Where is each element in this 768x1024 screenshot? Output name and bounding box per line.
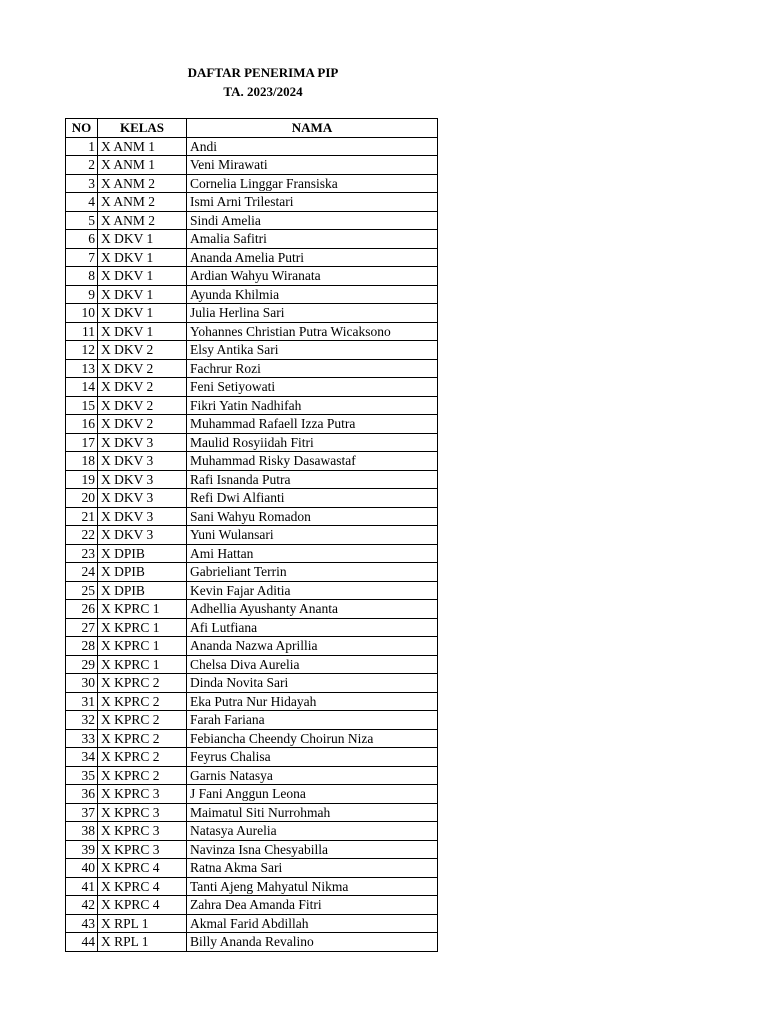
row-class: X KPRC 1: [98, 600, 187, 619]
row-class: X KPRC 1: [98, 655, 187, 674]
table-row: [66, 470, 438, 489]
row-class: X KPRC 2: [98, 766, 187, 785]
row-number: 32: [66, 711, 98, 730]
row-name: Febiancha Cheendy Choirun Niza: [187, 729, 438, 748]
row-number: 5: [66, 211, 98, 230]
row-name: Tanti Ajeng Mahyatul Nikma: [187, 877, 438, 896]
table-row: [66, 341, 438, 360]
row-number: 42: [66, 896, 98, 915]
row-class: X KPRC 1: [98, 618, 187, 637]
row-class: X DKV 3: [98, 470, 187, 489]
row-name: Muhammad Risky Dasawastaf: [187, 452, 438, 471]
row-class: X DPIB: [98, 581, 187, 600]
table-row: [66, 230, 438, 249]
row-number: 21: [66, 507, 98, 526]
row-number: 7: [66, 248, 98, 267]
row-name: Yuni Wulansari: [187, 526, 438, 545]
row-name: Eka Putra Nur Hidayah: [187, 692, 438, 711]
table-row: [66, 359, 438, 378]
row-number: 25: [66, 581, 98, 600]
row-name: Veni Mirawati: [187, 156, 438, 175]
table-row: [66, 211, 438, 230]
row-name: Ami Hattan: [187, 544, 438, 563]
row-class: X DKV 1: [98, 322, 187, 341]
row-name: Ananda Amelia Putri: [187, 248, 438, 267]
row-name: Adhellia Ayushanty Ananta: [187, 600, 438, 619]
row-name: Andi: [187, 137, 438, 156]
row-name: Julia Herlina Sari: [187, 304, 438, 323]
table-row: [66, 489, 438, 508]
row-name: Elsy Antika Sari: [187, 341, 438, 360]
row-name: Fikri Yatin Nadhifah: [187, 396, 438, 415]
row-number: 14: [66, 378, 98, 397]
table-row: [66, 655, 438, 674]
row-number: 23: [66, 544, 98, 563]
row-number: 22: [66, 526, 98, 545]
header-no: NO: [66, 119, 98, 138]
table-row: [66, 822, 438, 841]
row-name: Natasya Aurelia: [187, 822, 438, 841]
row-name: Refi Dwi Alfianti: [187, 489, 438, 508]
table-row: [66, 600, 438, 619]
row-number: 11: [66, 322, 98, 341]
row-number: 26: [66, 600, 98, 619]
row-name: Farah Fariana: [187, 711, 438, 730]
table-row: [66, 692, 438, 711]
table-row: [66, 859, 438, 878]
row-name: Chelsa Diva Aurelia: [187, 655, 438, 674]
row-class: X KPRC 3: [98, 803, 187, 822]
row-name: Yohannes Christian Putra Wicaksono: [187, 322, 438, 341]
row-number: 16: [66, 415, 98, 434]
table-body: [66, 137, 438, 951]
row-number: 41: [66, 877, 98, 896]
row-number: 33: [66, 729, 98, 748]
row-name: Ardian Wahyu Wiranata: [187, 267, 438, 286]
row-class: X ANM 2: [98, 174, 187, 193]
table-row: [66, 526, 438, 545]
row-number: 1: [66, 137, 98, 156]
row-name: Sindi Amelia: [187, 211, 438, 230]
row-name: Garnis Natasya: [187, 766, 438, 785]
row-number: 8: [66, 267, 98, 286]
row-name: Afi Lutfiana: [187, 618, 438, 637]
row-number: 30: [66, 674, 98, 693]
row-class: X DKV 2: [98, 341, 187, 360]
table-row: [66, 674, 438, 693]
row-number: 40: [66, 859, 98, 878]
row-class: X KPRC 3: [98, 822, 187, 841]
row-class: X ANM 2: [98, 211, 187, 230]
row-class: X KPRC 2: [98, 711, 187, 730]
row-number: 37: [66, 803, 98, 822]
row-number: 44: [66, 933, 98, 952]
row-class: X DKV 3: [98, 433, 187, 452]
table-row: [66, 304, 438, 323]
row-class: X DKV 1: [98, 285, 187, 304]
row-class: X DPIB: [98, 563, 187, 582]
header-kelas: KELAS: [98, 119, 187, 138]
row-class: X KPRC 4: [98, 896, 187, 915]
row-number: 28: [66, 637, 98, 656]
table-row: [66, 618, 438, 637]
row-class: X KPRC 3: [98, 785, 187, 804]
row-name: Akmal Farid Abdillah: [187, 914, 438, 933]
row-number: 29: [66, 655, 98, 674]
table-header-row: [66, 119, 438, 138]
row-name: Rafi Isnanda Putra: [187, 470, 438, 489]
row-name: Muhammad Rafaell Izza Putra: [187, 415, 438, 434]
table-row: [66, 248, 438, 267]
row-number: 13: [66, 359, 98, 378]
row-class: X DKV 3: [98, 507, 187, 526]
row-number: 39: [66, 840, 98, 859]
table-row: [66, 840, 438, 859]
header-nama: NAMA: [187, 119, 438, 138]
table-row: [66, 914, 438, 933]
recipient-table: [65, 118, 438, 952]
row-number: 3: [66, 174, 98, 193]
row-class: X DKV 2: [98, 396, 187, 415]
row-number: 27: [66, 618, 98, 637]
table-row: [66, 637, 438, 656]
row-number: 10: [66, 304, 98, 323]
row-name: Sani Wahyu Romadon: [187, 507, 438, 526]
row-number: 43: [66, 914, 98, 933]
row-class: X ANM 2: [98, 193, 187, 212]
row-class: X DKV 1: [98, 230, 187, 249]
row-class: X DKV 2: [98, 415, 187, 434]
row-number: 24: [66, 563, 98, 582]
document-subtitle: TA. 2023/2024: [223, 84, 303, 99]
table-row: [66, 285, 438, 304]
row-class: X DPIB: [98, 544, 187, 563]
row-name: Dinda Novita Sari: [187, 674, 438, 693]
table-row: [66, 544, 438, 563]
row-number: 17: [66, 433, 98, 452]
table-row: [66, 507, 438, 526]
document-title: DAFTAR PENERIMA PIP: [187, 65, 339, 80]
row-name: Ananda Nazwa Aprillia: [187, 637, 438, 656]
row-class: X KPRC 1: [98, 637, 187, 656]
table-row: [66, 766, 438, 785]
row-name: Kevin Fajar Aditia: [187, 581, 438, 600]
table-row: [66, 563, 438, 582]
table-row: [66, 803, 438, 822]
row-class: X KPRC 2: [98, 674, 187, 693]
table-row: [66, 785, 438, 804]
row-class: X DKV 1: [98, 248, 187, 267]
table-row: [66, 396, 438, 415]
table-row: [66, 137, 438, 156]
row-name: Maulid Rosyiidah Fitri: [187, 433, 438, 452]
row-number: 9: [66, 285, 98, 304]
table-row: [66, 877, 438, 896]
row-number: 6: [66, 230, 98, 249]
row-number: 4: [66, 193, 98, 212]
row-number: 20: [66, 489, 98, 508]
row-name: Ismi Arni Trilestari: [187, 193, 438, 212]
table-row: [66, 933, 438, 952]
row-name: Billy Ananda Revalino: [187, 933, 438, 952]
row-class: X KPRC 4: [98, 877, 187, 896]
row-class: X DKV 1: [98, 304, 187, 323]
row-class: X KPRC 2: [98, 729, 187, 748]
row-class: X DKV 3: [98, 452, 187, 471]
row-class: X RPL 1: [98, 914, 187, 933]
table-row: [66, 748, 438, 767]
row-number: 34: [66, 748, 98, 767]
row-number: 18: [66, 452, 98, 471]
row-class: X DKV 3: [98, 526, 187, 545]
row-name: Navinza Isna Chesyabilla: [187, 840, 438, 859]
row-name: Feyrus Chalisa: [187, 748, 438, 767]
table-row: [66, 896, 438, 915]
row-class: X ANM 1: [98, 137, 187, 156]
row-name: Ayunda Khilmia: [187, 285, 438, 304]
row-class: X RPL 1: [98, 933, 187, 952]
table-row: [66, 267, 438, 286]
row-number: 15: [66, 396, 98, 415]
table-row: [66, 322, 438, 341]
row-name: Cornelia Linggar Fransiska: [187, 174, 438, 193]
row-name: Amalia Safitri: [187, 230, 438, 249]
row-class: X DKV 3: [98, 489, 187, 508]
row-name: J Fani Anggun Leona: [187, 785, 438, 804]
row-name: Ratna Akma Sari: [187, 859, 438, 878]
table-row: [66, 711, 438, 730]
table-row: [66, 581, 438, 600]
table-row: [66, 378, 438, 397]
row-class: X DKV 2: [98, 359, 187, 378]
row-name: Fachrur Rozi: [187, 359, 438, 378]
row-number: 12: [66, 341, 98, 360]
table-row: [66, 729, 438, 748]
row-number: 19: [66, 470, 98, 489]
row-class: X KPRC 2: [98, 748, 187, 767]
table-row: [66, 156, 438, 175]
table-row: [66, 433, 438, 452]
row-name: Gabrieliant Terrin: [187, 563, 438, 582]
row-number: 36: [66, 785, 98, 804]
row-class: X KPRC 2: [98, 692, 187, 711]
row-number: 38: [66, 822, 98, 841]
row-name: Maimatul Siti Nurrohmah: [187, 803, 438, 822]
row-class: X DKV 2: [98, 378, 187, 397]
row-class: X ANM 1: [98, 156, 187, 175]
table-row: [66, 174, 438, 193]
table-row: [66, 415, 438, 434]
row-name: Feni Setiyowati: [187, 378, 438, 397]
row-number: 31: [66, 692, 98, 711]
row-class: X KPRC 3: [98, 840, 187, 859]
row-class: X DKV 1: [98, 267, 187, 286]
row-name: Zahra Dea Amanda Fitri: [187, 896, 438, 915]
row-number: 35: [66, 766, 98, 785]
table-row: [66, 452, 438, 471]
row-number: 2: [66, 156, 98, 175]
row-class: X KPRC 4: [98, 859, 187, 878]
table-row: [66, 193, 438, 212]
